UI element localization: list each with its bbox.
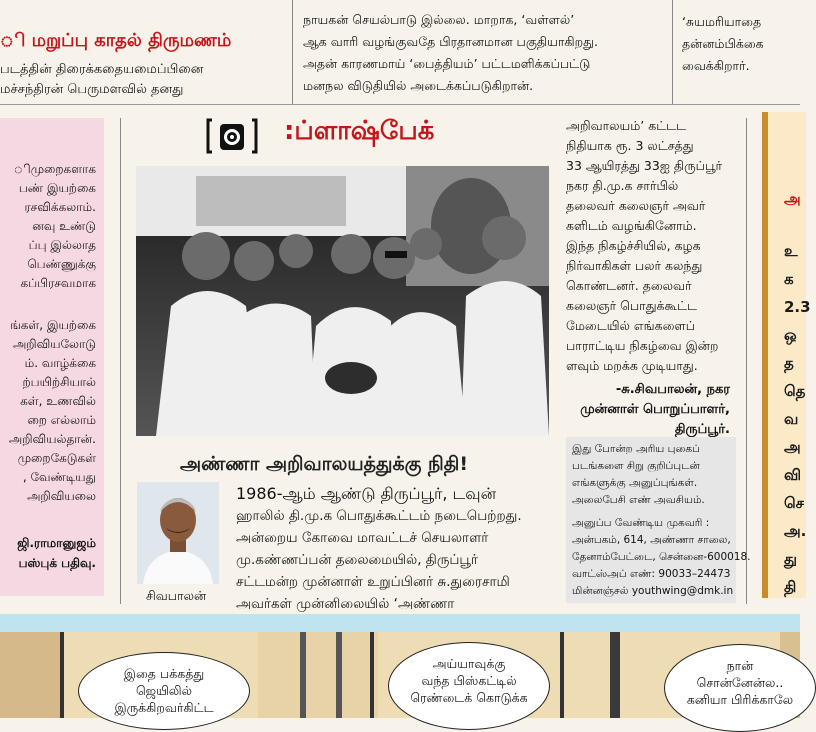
panel-glyph: 2.3 — [784, 298, 811, 316]
column-line: ரசவிக்கலாம். — [24, 200, 96, 214]
info-line: வாட்ஸ்அப் எண்: 90033–24473 — [572, 568, 731, 580]
info-line: அலைபேசி எண் அவசியம். — [572, 494, 705, 506]
panel-glyph: அ. — [784, 522, 807, 540]
panel-glyph: தி — [784, 578, 797, 596]
column-line: அறிவியலோடு — [12, 337, 96, 351]
story-line: அன்றைய கோவை மாவட்டச் செயலாளர் — [236, 530, 489, 546]
panel-glyph: த — [784, 354, 794, 372]
info-line: இது போன்ற அரிய புகைப் — [572, 443, 700, 455]
article-line: நிதியாக ரூ. 3 லட்சத்து — [566, 138, 694, 153]
submission-info-box — [566, 437, 751, 603]
article-line: மனநல விடுதியில் அடைக்கப்படுகிறான். — [303, 78, 534, 93]
panel-glyph: செ — [784, 494, 804, 512]
event-photograph — [136, 166, 549, 436]
column-line: ங்கள், இயற்கை — [10, 318, 96, 332]
bubble-line: ரெண்டைக் கொடுக்க — [410, 690, 528, 705]
section-title: :ப்ளாஷ்பேக் — [284, 116, 435, 146]
speech-bubble — [388, 642, 550, 730]
article-line: ‘சுயமரியாதை — [682, 14, 762, 29]
article-line: அறிவாலயம்’ கட்டட — [566, 118, 687, 133]
column-source: பஸ்புக் பதிவு. — [18, 556, 96, 570]
article-line: நகர தி.மு.க சார்பில் — [566, 178, 679, 193]
column-line: ம். வாழ்க்கை — [24, 356, 96, 370]
column-divider — [120, 118, 121, 604]
story-line: 1986-ஆம் ஆண்டு திருப்பூர், டவுன் — [236, 484, 497, 503]
column-line: பண் இயற்கை — [18, 181, 96, 195]
panel-glyph: ஒ — [784, 326, 797, 344]
column-line: ிமுறைகளாக — [13, 162, 96, 176]
bubble-line: கனியா பிரிக்காலே — [686, 692, 794, 707]
article-line: மேடையில் எங்களைப் — [566, 318, 695, 333]
column-line: அறிவியல்தான். — [8, 432, 96, 446]
column-divider — [672, 0, 673, 104]
article-line: அதன் காரணமாய் ‘பைத்தியம்’ பட்டமளிக்கப்பட்டு — [303, 56, 591, 71]
article-line: தலைவர் கலைஞர் அவர் — [566, 198, 706, 213]
article-line: இந்த நிகழ்ச்சியில், கழக — [566, 238, 701, 253]
signoff-name: -சு.சிவபாலன், நகர — [615, 382, 730, 397]
story-line: ஹாலில் தி.மு.க பொதுக்கூட்டம் நடைபெற்றது. — [236, 508, 522, 524]
bubble-line: நான் — [726, 658, 754, 673]
panel-glyph: வ — [784, 410, 799, 428]
signoff-place: திருப்பூர். — [674, 422, 730, 437]
info-line: படங்களை சிறு குறிப்புடன் — [572, 460, 700, 472]
article-line: பாராட்டிய நிகழ்வை இன்ற — [566, 338, 719, 353]
panel-glyph: து — [784, 550, 798, 568]
speech-bubble — [78, 652, 250, 730]
column-divider — [746, 118, 747, 604]
column-line: ப்பு இல்லாத — [28, 238, 96, 252]
section-divider — [0, 104, 800, 105]
bubble-line: அய்யாவுக்கு — [432, 656, 506, 671]
panel-glyph: அ — [784, 438, 801, 456]
story-line: சட்டமன்ற முன்னாள் உறுப்பினர் சு.துரைசாமி — [236, 574, 510, 590]
column-line: கப்பிரசவமாக — [20, 276, 96, 290]
story-line: மு.கண்ணப்பன் தலைமையில், திருப்பூர் — [236, 552, 478, 568]
top-left-article — [0, 0, 290, 110]
column-line: னவு உண்டு — [32, 219, 96, 233]
panel-glyph: அ — [784, 190, 801, 208]
column-divider — [292, 0, 293, 104]
article-line: நிர்வாகிகள் பலர் கலந்து — [566, 258, 703, 273]
story-line: அவர்கள் முன்னிலையில் ‘அண்ணா — [236, 596, 455, 612]
column-line: , வேண்டியது — [22, 470, 96, 484]
article-line: நாயகன் செயல்பாடு இல்லை. மாறாக, ‘வள்ளல்’ — [303, 12, 575, 27]
column-line: ற்பயிற்சியால் — [22, 375, 96, 389]
column-line: பெண்ணுக்கு — [27, 257, 96, 271]
article-line: 33 ஆயிரத்து 33ஐ திருப்பூர் — [566, 158, 723, 173]
bubble-line: வந்த பிஸ்கட்டில் — [421, 673, 517, 688]
panel-glyph: வி — [784, 466, 802, 484]
article-line: தன்னம்பிக்கை — [682, 36, 764, 51]
article-line: வைக்கிறார். — [682, 58, 750, 73]
column-author: ஜி.ராமானுஜம் — [17, 536, 96, 550]
bubble-line: இதை பக்கத்து — [123, 666, 205, 681]
info-line: மின்னஞ்சல் youthwing@dmk.in — [572, 585, 734, 597]
article-headline: ி மறுப்பு காதல் திருமணம் — [0, 30, 232, 51]
bubble-line: ஜெயிலில் — [135, 683, 193, 698]
panel-glyph: க — [784, 270, 794, 288]
column-line: கள், உணவில் — [20, 394, 96, 408]
column-line: முறைகேடுகள் — [17, 451, 96, 465]
info-line: தேனாம்பேட்டை, சென்னை-600018. — [572, 551, 751, 563]
story-headline: அண்ணா அறிவாலயத்துக்கு நிதி! — [180, 453, 469, 475]
right-article-panel — [762, 112, 811, 598]
article-line: ளவும் மறக்க முடியாது. — [566, 358, 698, 373]
portrait-caption: சிவபாலன் — [146, 588, 207, 603]
column-line: றை எல்லாம் — [27, 413, 96, 427]
comic-top-band — [0, 614, 800, 632]
portrait-photo — [137, 482, 219, 584]
article-line: கலைஞர் பொதுக்கூட்ட — [566, 298, 697, 313]
signoff-role: முன்னாள் பொறுப்பாளர், — [580, 402, 730, 417]
info-line: எங்களுக்கு அனுப்புங்கள். — [572, 477, 698, 489]
panel-glyph: உ — [784, 242, 798, 260]
column-line: அறிவியலை — [27, 489, 96, 503]
article-line: ஆக வாரி வழங்குவதே பிரதானமான பகுதியாகிறது. — [303, 34, 598, 49]
article-line: படத்தின் திரைக்கதையமைப்பினை — [0, 62, 204, 77]
left-article-column — [0, 118, 104, 596]
camera-icon — [206, 116, 258, 156]
article-line: மச்சந்திரன் பெருமளவில் தனது — [0, 82, 184, 97]
info-line: அனுப்ப வேண்டிய முகவரி : — [572, 517, 710, 529]
comic-strip — [0, 632, 800, 718]
info-line: அன்பகம், 614, அண்ணா சாலை, — [572, 534, 731, 546]
bubble-line: இருக்கிறவர்கிட்ட — [114, 700, 214, 715]
panel-glyph: தெ — [784, 382, 806, 400]
article-line: களிடம் வழங்கினோம். — [566, 218, 697, 233]
article-line: கொண்டனர். தலைவர் — [566, 278, 692, 293]
bubble-line: சொன்னேன்ல.. — [696, 675, 784, 690]
speech-bubble — [664, 644, 816, 732]
